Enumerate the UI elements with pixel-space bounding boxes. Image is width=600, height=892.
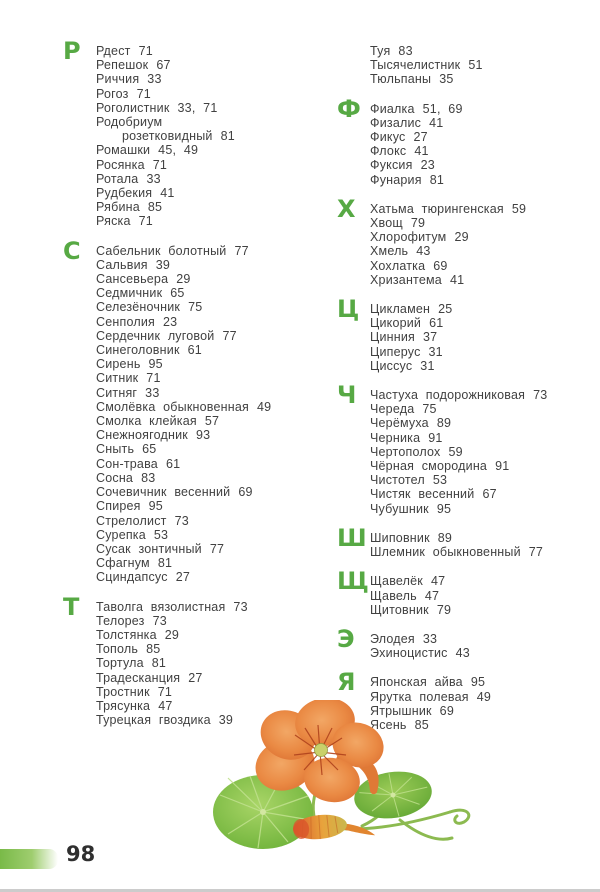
section-letter: Я <box>337 668 356 697</box>
entry-page-numbers: 23 <box>162 314 178 329</box>
entry-page-numbers: 31 <box>428 344 443 359</box>
index-entry <box>96 186 348 200</box>
entry-page-numbers: 69 <box>433 258 448 273</box>
entry-name: Сенполия <box>96 314 155 329</box>
entry-name: Циссус <box>370 358 413 373</box>
entry-page-numbers: 71 <box>152 157 168 172</box>
entry-name: Частуха подорожниковая <box>370 388 526 403</box>
entry-page-numbers: 61 <box>165 456 181 471</box>
entry-name: Сальвия <box>96 257 148 272</box>
entry-name: Синеголовник <box>96 343 180 358</box>
entry-page-numbers: 41 <box>414 144 429 159</box>
entry-name: Сирень <box>96 357 141 372</box>
entry-name: Смолка клейкая <box>96 414 197 429</box>
entry-name: Сансевьера <box>96 272 169 287</box>
entry-name: Сосна <box>96 470 134 485</box>
index-entry <box>96 272 348 286</box>
entry-name: Физалис <box>370 115 422 130</box>
entry-page-numbers: 41 <box>449 272 465 287</box>
entry-page-numbers: 33 <box>147 72 162 87</box>
index-section-ч <box>337 381 592 516</box>
entry-page-numbers: 89 <box>436 416 452 431</box>
entry-page-numbers: 57 <box>204 414 220 429</box>
entry-name: Чистяк весенний <box>370 487 475 502</box>
entry-name: Смолёвка обыкновенная <box>96 399 249 414</box>
entry-name: Фикус <box>370 130 406 145</box>
entry-name: Чубушник <box>370 501 429 516</box>
entry-page-numbers: 71 <box>136 86 151 101</box>
entry-page-numbers: 85 <box>147 200 163 215</box>
index-entry <box>370 502 592 516</box>
entry-page-numbers: 83 <box>398 44 413 58</box>
entry-page-numbers: 59 <box>448 444 463 459</box>
entry-page-numbers: 75 <box>188 300 203 315</box>
page-number: 98 <box>66 842 96 866</box>
entry-page-numbers: 35 <box>439 72 454 87</box>
index-entry <box>96 442 348 456</box>
entry-name: Флокс <box>370 144 407 159</box>
entry-name: Тюльпаны <box>370 72 432 87</box>
index-entry <box>370 487 592 501</box>
entry-page-numbers: 31 <box>420 358 435 373</box>
index-section-щ <box>337 567 592 617</box>
entry-page-numbers: 91 <box>495 459 510 474</box>
index-entry <box>96 44 348 58</box>
entry-page-numbers: 81 <box>151 656 167 671</box>
entry-page-numbers: 43 <box>455 646 470 661</box>
entry-name: Трясунка <box>96 698 151 713</box>
entry-page-numbers: 85 <box>414 717 429 732</box>
entry-page-numbers: 91 <box>428 430 443 445</box>
index-entry <box>370 216 592 230</box>
entry-page-numbers: 29 <box>164 627 180 642</box>
entry-name: Рогоз <box>96 86 129 101</box>
entry-name: Сон-трава <box>96 456 158 471</box>
index-entry <box>370 302 592 316</box>
page-number-bar <box>0 849 58 869</box>
index-entry <box>96 556 348 570</box>
index-entry <box>370 173 592 187</box>
entry-name: Рудбекия <box>96 186 153 201</box>
entry-name: Ротала <box>96 171 139 186</box>
entry-name: Тростник <box>96 684 150 699</box>
entry-name: Сурепка <box>96 527 146 542</box>
entry-page-numbers: 67 <box>156 58 171 73</box>
entry-name: Цикорий <box>370 316 422 331</box>
index-entry <box>96 300 348 314</box>
section-letter: Т <box>63 592 80 621</box>
entry-name: Черёмуха <box>370 416 429 431</box>
entry-name: Роголистник <box>96 100 170 115</box>
index-entry <box>96 200 348 214</box>
entry-page-numbers: 27 <box>413 130 428 145</box>
entry-page-numbers: 37 <box>423 330 438 345</box>
index-entry <box>370 675 592 689</box>
entry-page-numbers: 69 <box>238 485 253 500</box>
index-column-left <box>63 37 348 742</box>
index-entry <box>370 445 592 459</box>
index-entry <box>96 400 348 414</box>
section-letter: Ч <box>337 381 357 410</box>
index-entry <box>370 632 592 646</box>
entry-name: Чистотел <box>370 473 425 488</box>
index-section-continued <box>370 44 592 87</box>
index-entry <box>96 628 348 642</box>
index-entry <box>96 485 348 499</box>
index-entry <box>370 459 592 473</box>
index-section-р <box>63 37 348 229</box>
entry-name: Турецкая гвоздика <box>96 713 211 728</box>
entry-name: Толстянка <box>96 627 157 642</box>
entry-page-numbers: 33 <box>146 171 161 186</box>
index-entry <box>370 589 592 603</box>
entry-page-numbers: 61 <box>429 316 444 331</box>
entry-page-numbers: 77 <box>209 541 225 556</box>
entry-page-numbers: 77 <box>234 243 249 258</box>
entry-page-numbers: 27 <box>175 570 191 585</box>
entry-page-numbers: 49 <box>476 689 492 704</box>
entry-name: Сердечник луговой <box>96 328 215 343</box>
entry-page-numbers: 51, 69 <box>422 101 463 116</box>
entry-page-numbers: 71 <box>157 684 173 699</box>
entry-name: Традесканция <box>96 670 181 685</box>
index-entry <box>370 574 592 588</box>
index-entry <box>96 457 348 471</box>
section-letter: Х <box>337 194 356 223</box>
index-entry <box>96 143 348 157</box>
entry-page-numbers: 25 <box>438 302 453 317</box>
entry-page-numbers: 43 <box>416 244 431 259</box>
entry-page-numbers: 53 <box>432 473 448 488</box>
index-entry <box>96 685 348 699</box>
entry-name: Хвощ <box>370 216 403 231</box>
entry-page-numbers: 73 <box>152 613 167 628</box>
entry-page-numbers: 95 <box>436 501 452 516</box>
entry-name: Циперус <box>370 344 421 359</box>
index-entry <box>370 603 592 617</box>
section-letter: Щ <box>337 567 369 596</box>
entry-name: Ясень <box>370 717 407 732</box>
index-entry <box>370 316 592 330</box>
entry-page-numbers: 39 <box>155 257 171 272</box>
index-entry <box>96 286 348 300</box>
entry-page-numbers: 75 <box>422 402 437 417</box>
index-entry <box>96 614 348 628</box>
entry-page-numbers: 89 <box>437 530 453 545</box>
entry-page-numbers: 67 <box>482 487 497 502</box>
entry-name: Сабельник болотный <box>96 243 227 258</box>
entry-page-numbers: 41 <box>429 115 444 130</box>
entry-name: Ситняг <box>96 385 138 400</box>
section-letter: Э <box>337 624 355 653</box>
entry-page-numbers: 79 <box>410 216 426 231</box>
entry-page-numbers: 81 <box>429 172 445 187</box>
entry-name: Ятрышник <box>370 703 432 718</box>
entry-name: Седмичник <box>96 286 163 301</box>
index-entry <box>370 58 592 72</box>
index-section-ц <box>337 295 592 373</box>
index-entry <box>370 102 592 116</box>
index-entry <box>96 87 348 101</box>
entry-name: Фуксия <box>370 158 413 173</box>
index-section-ш <box>337 523 592 560</box>
index-entry <box>96 386 348 400</box>
entry-page-numbers: 47 <box>424 588 440 603</box>
entry-name: Японская айва <box>370 675 463 690</box>
index-entry <box>96 258 348 272</box>
entry-name: Ситник <box>96 371 139 386</box>
entry-page-numbers: 81 <box>220 129 235 144</box>
index-entry <box>370 273 592 287</box>
index-entry <box>370 473 592 487</box>
entry-name: Селезёночник <box>96 300 181 315</box>
index-entry <box>370 359 592 373</box>
index-entry <box>370 531 592 545</box>
entry-page-numbers: 41 <box>160 186 175 201</box>
flower-center <box>315 744 328 757</box>
entry-page-numbers: 47 <box>158 698 173 713</box>
entry-name: Шиповник <box>370 530 430 545</box>
index-entry <box>96 542 348 556</box>
index-entry <box>96 315 348 329</box>
entry-name: Фунария <box>370 172 422 187</box>
section-letter: Ш <box>337 523 367 552</box>
entry-page-numbers: 29 <box>454 230 469 245</box>
entry-page-numbers: 83 <box>141 470 156 485</box>
entry-name: Элодея <box>370 631 415 646</box>
entry-name: Спирея <box>96 499 141 514</box>
entry-name: Хатьма тюрингенская <box>370 201 504 216</box>
entry-page-numbers: 61 <box>187 343 202 358</box>
entry-page-numbers: 47 <box>430 574 446 589</box>
entry-page-numbers: 81 <box>157 556 173 571</box>
entry-name: Репешок <box>96 58 149 73</box>
entry-name: Рдест <box>96 44 131 58</box>
section-letter: Р <box>63 37 81 65</box>
index-entry <box>370 646 592 660</box>
index-entry <box>96 499 348 513</box>
entry-name: Тысячелистник <box>370 58 461 73</box>
entry-name: розетковидный <box>122 129 213 144</box>
index-entry <box>96 600 348 614</box>
entry-page-numbers: 39 <box>218 713 234 728</box>
entry-name: Ярутка полевая <box>370 689 469 704</box>
index-entry <box>96 244 348 258</box>
index-section-х <box>337 194 592 287</box>
index-section-э <box>337 624 592 661</box>
index-entry <box>96 371 348 385</box>
entry-page-numbers: 71 <box>138 44 153 58</box>
entry-name: Сциндапсус <box>96 570 168 585</box>
index-entry <box>370 158 592 172</box>
index-entry <box>96 158 348 172</box>
index-entry <box>370 545 592 559</box>
entry-page-numbers: 49 <box>256 399 272 414</box>
entry-name: Стрелолист <box>96 513 167 528</box>
index-entry <box>370 144 592 158</box>
entry-page-numbers: 65 <box>170 286 185 301</box>
section-letter: Ф <box>337 94 361 123</box>
entry-page-numbers: 53 <box>153 527 169 542</box>
entry-page-numbers: 71 <box>146 371 161 386</box>
entry-name: Цинния <box>370 330 415 345</box>
entry-name: Сочевичник весенний <box>96 485 231 500</box>
index-entry <box>370 388 592 402</box>
index-entry <box>96 72 348 86</box>
entry-page-numbers: 33, 71 <box>177 100 218 115</box>
entry-page-numbers: 77 <box>222 328 237 343</box>
entry-name: Хлорофитум <box>370 230 447 245</box>
index-entry <box>370 416 592 430</box>
entry-page-numbers: 73 <box>533 388 548 403</box>
entry-page-numbers: 77 <box>528 545 544 560</box>
index-column-right <box>337 44 592 747</box>
entry-name: Таволга вязолистная <box>96 599 226 614</box>
index-entry <box>96 329 348 343</box>
index-entry <box>96 528 348 542</box>
index-entry <box>96 656 348 670</box>
entry-name: Хохлатка <box>370 258 426 273</box>
entry-page-numbers: 33 <box>422 631 438 646</box>
entry-page-numbers: 95 <box>470 675 486 690</box>
index-entry <box>96 214 348 228</box>
entry-page-numbers: 95 <box>148 357 163 372</box>
entry-name: Сныть <box>96 442 135 457</box>
index-entry <box>96 642 348 656</box>
entry-name: Эхиноцистис <box>370 646 448 661</box>
entry-name: Рябина <box>96 200 140 215</box>
entry-page-numbers: 23 <box>420 158 435 173</box>
entry-page-numbers: 65 <box>142 442 157 457</box>
entry-page-numbers: 51 <box>468 58 483 73</box>
entry-name: Телорез <box>96 613 145 628</box>
entry-name: Сфагнум <box>96 556 150 571</box>
entry-name: Снежноягодник <box>96 428 188 443</box>
entry-page-numbers: 33 <box>145 385 160 400</box>
index-entry <box>370 330 592 344</box>
entry-page-numbers: 71 <box>138 214 153 229</box>
entry-name: Хризантема <box>370 272 442 287</box>
entry-page-numbers: 29 <box>176 272 191 287</box>
index-entry <box>96 357 348 371</box>
entry-name: Хмель <box>370 244 409 259</box>
index-entry <box>96 101 348 115</box>
index-entry <box>370 431 592 445</box>
entry-page-numbers: 73 <box>174 513 189 528</box>
leaf <box>351 767 435 823</box>
entry-name: Щавелёк <box>370 574 423 589</box>
index-section-ф <box>337 94 592 187</box>
index-entry <box>96 428 348 442</box>
index-entry <box>96 343 348 357</box>
entry-name: Тополь <box>96 642 139 657</box>
index-entry <box>96 514 348 528</box>
entry-name: Щитовник <box>370 602 429 617</box>
entry-page-numbers: 73 <box>233 599 248 614</box>
index-entry <box>370 130 592 144</box>
entry-name: Ромашки <box>96 143 151 158</box>
entry-name: Чертополох <box>370 444 441 459</box>
entry-page-numbers: 59 <box>511 201 527 216</box>
index-entry <box>370 244 592 258</box>
index-entry <box>96 414 348 428</box>
entry-name: Чёрная смородина <box>370 459 488 474</box>
entry-name: Ряска <box>96 214 131 229</box>
index-entry <box>96 671 348 685</box>
nasturtium-illustration <box>200 700 500 868</box>
entry-page-numbers: 27 <box>188 670 203 685</box>
entry-name: Тортула <box>96 656 144 671</box>
index-section-с <box>63 236 348 585</box>
index-entry <box>370 345 592 359</box>
section-letter: С <box>63 236 81 265</box>
entry-name: Череда <box>370 402 415 417</box>
index-entry <box>370 72 592 86</box>
entry-name: Цикламен <box>370 302 431 317</box>
index-entry <box>370 259 592 273</box>
index-entry <box>96 129 348 143</box>
index-entry <box>370 230 592 244</box>
index-entry <box>370 44 592 58</box>
entry-page-numbers: 93 <box>195 428 211 443</box>
index-entry <box>96 570 348 584</box>
entry-name: Родобриум <box>96 115 163 130</box>
index-entry <box>96 471 348 485</box>
entry-name: Шлемник обыкновенный <box>370 545 521 560</box>
entry-page-numbers: 95 <box>148 499 163 514</box>
entry-name: Риччия <box>96 72 140 87</box>
entry-page-numbers: 79 <box>436 602 452 617</box>
entry-page-numbers: 85 <box>146 642 161 657</box>
entry-name: Росянка <box>96 157 145 172</box>
index-entry <box>96 115 348 129</box>
index-entry <box>96 172 348 186</box>
index-entry <box>370 402 592 416</box>
entry-name: Туя <box>370 44 391 58</box>
entry-name: Фиалка <box>370 101 415 116</box>
index-entry <box>370 116 592 130</box>
entry-name: Черника <box>370 430 421 445</box>
entry-page-numbers: 45, 49 <box>158 143 199 158</box>
index-entry <box>370 202 592 216</box>
index-entry <box>96 58 348 72</box>
entry-name: Щавель <box>370 588 417 603</box>
entry-name: Сусак зонтичный <box>96 541 202 556</box>
entry-page-numbers: 69 <box>439 703 454 718</box>
section-letter: Ц <box>337 295 360 324</box>
